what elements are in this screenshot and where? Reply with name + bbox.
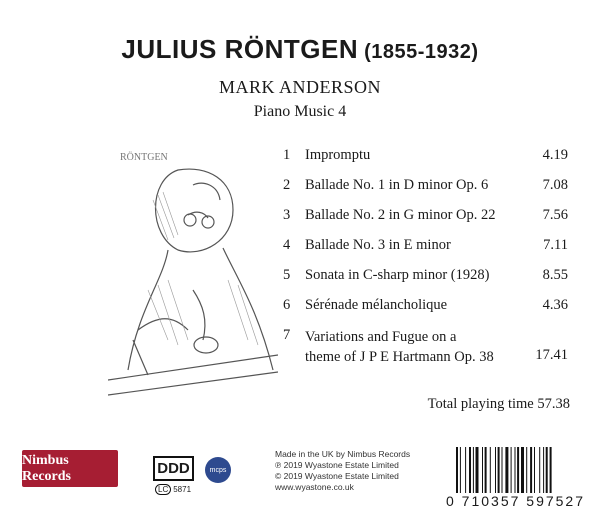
track-row	[280, 297, 570, 327]
lc-prefix: LC	[155, 484, 171, 495]
composer-name: JULIUS RÖNTGEN	[121, 34, 359, 64]
nimbus-records-logo: Nimbus Records	[22, 450, 118, 487]
track-title: Sonata in C-sharp minor (1928)	[305, 267, 490, 283]
portrait-sketch	[108, 140, 278, 400]
track-number: 5	[283, 267, 291, 283]
track-title: Ballade No. 2 in G minor Op. 22	[305, 207, 496, 223]
track-duration: 4.36	[542, 297, 568, 313]
track-title	[305, 327, 494, 367]
track-row	[280, 327, 570, 375]
composer-title	[0, 34, 600, 65]
album-title: Piano Music 4	[253, 103, 347, 120]
track-title: Impromptu	[305, 147, 371, 163]
label-code	[155, 485, 191, 494]
track-number: 4	[283, 237, 291, 253]
track-title-line1: Variations and Fugue on a	[305, 329, 457, 345]
performer-name: MARK ANDERSON	[218, 77, 382, 97]
track-list	[280, 147, 570, 375]
barcode-number: 0 710357 597527	[446, 493, 585, 509]
track-row	[280, 267, 570, 297]
credits-block	[275, 449, 410, 493]
credit-line: ℗ 2019 Wyastone Estate Limited	[275, 460, 399, 470]
composer-dates: (1855-1932)	[364, 41, 479, 63]
track-row	[280, 207, 570, 237]
track-duration: 7.11	[543, 237, 568, 253]
track-duration: 7.08	[542, 177, 568, 193]
portrait-signature: RÖNTGEN	[120, 152, 168, 163]
track-row	[280, 237, 570, 267]
mcps-logo: mcps	[205, 457, 231, 483]
ddd-badge: DDD	[153, 456, 194, 481]
track-row	[280, 177, 570, 207]
track-title: Ballade No. 3 in E minor	[305, 237, 451, 253]
track-duration: 17.41	[535, 347, 568, 363]
track-title: Ballade No. 1 in D minor Op. 6	[305, 177, 489, 193]
credit-line: © 2019 Wyastone Estate Limited	[275, 471, 399, 481]
credit-line: Made in the UK by Nimbus Records	[275, 449, 411, 459]
total-playing-time: Total playing time 57.38	[427, 396, 570, 412]
track-number: 7	[283, 327, 291, 343]
track-number: 6	[283, 297, 291, 313]
track-duration: 4.19	[542, 147, 568, 163]
track-number: 2	[283, 177, 291, 193]
track-number: 1	[283, 147, 291, 163]
track-title: Sérénade mélancholique	[305, 297, 448, 313]
track-row	[280, 147, 570, 177]
lc-code: 5871	[173, 485, 192, 494]
track-duration: 8.55	[542, 267, 568, 283]
credit-line: www.wyastone.co.uk	[275, 482, 354, 492]
track-title-line2: theme of J P E Hartmann Op. 38	[305, 349, 494, 365]
track-duration: 7.56	[542, 207, 568, 223]
track-number: 3	[283, 207, 291, 223]
